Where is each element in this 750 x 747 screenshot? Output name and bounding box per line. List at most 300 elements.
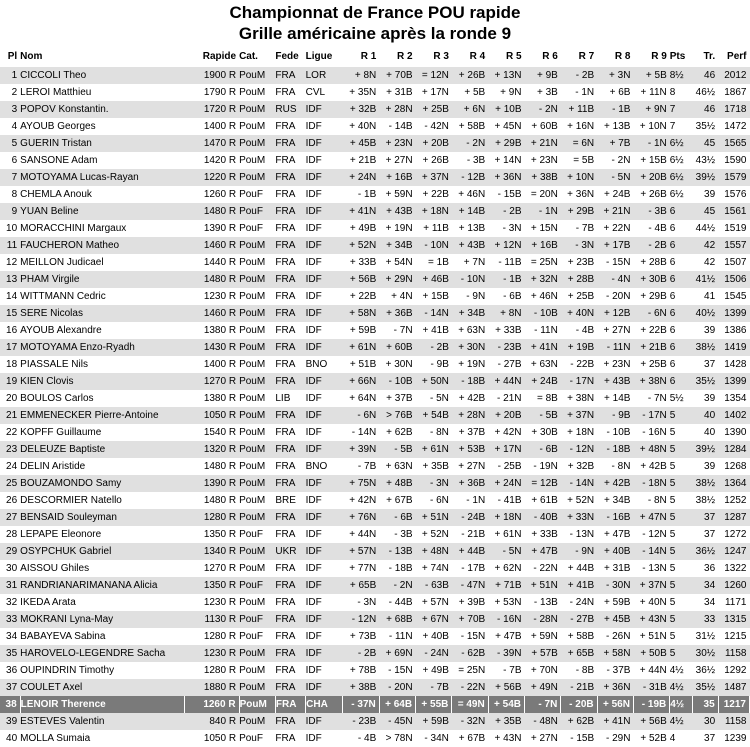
- cell-round-2: - 5B: [394, 444, 413, 455]
- cell-rating: 1270 R: [203, 563, 237, 574]
- cell-round-5: + 62N: [494, 563, 522, 574]
- cell-points: 5: [669, 563, 676, 574]
- cell-rating: 1540 R: [203, 427, 237, 438]
- cell-place: 13: [6, 274, 18, 285]
- cell-name: MOTOYAMA Lucas-Rayan: [20, 172, 139, 183]
- cell-name: ESTEVES Valentin: [20, 716, 105, 727]
- cell-rating: 1350 R: [203, 580, 237, 591]
- cell-performance: 1507: [724, 257, 747, 268]
- cell-round-8: - 10B: [606, 427, 631, 438]
- cell-performance: 1247: [724, 546, 747, 557]
- cell-round-6: - 28N: [533, 614, 558, 625]
- cell-federation: FRA: [275, 138, 296, 149]
- standings-body: [0, 67, 750, 747]
- table-row: [0, 543, 750, 560]
- cell-points: 4½: [669, 665, 684, 676]
- cell-league: IDF: [305, 393, 322, 404]
- cell-rating: 1130 R: [204, 614, 237, 625]
- cell-name: OSYPCHUK Gabriel: [20, 546, 112, 557]
- cell-round-2: + 60B: [386, 342, 413, 353]
- cell-round-1: + 78B: [349, 665, 377, 676]
- cell-category: PouM: [239, 274, 266, 285]
- cell-round-4: + 53B: [458, 444, 486, 455]
- cell-category: PouF: [239, 529, 263, 540]
- cell-round-9: - 14N: [642, 546, 667, 557]
- table-row: [0, 696, 750, 713]
- cell-round-1: + 40N: [349, 121, 377, 132]
- cell-round-8: - 2N: [611, 155, 631, 166]
- cell-round-5: + 36N: [494, 172, 522, 183]
- column-header-rating: Rapide: [202, 51, 237, 62]
- cell-round-6: + 15N: [530, 223, 558, 234]
- cell-points: 5: [669, 444, 676, 455]
- cell-round-5: - 11B: [498, 257, 522, 268]
- cell-round-4: + 13B: [458, 223, 486, 234]
- cell-round-3: - 8N: [429, 427, 449, 438]
- cell-round-8: - 1B: [612, 104, 631, 115]
- cell-round-4: + 70B: [458, 614, 486, 625]
- cell-round-2: + 34B: [386, 240, 413, 251]
- cell-category: PouM: [239, 87, 266, 98]
- cell-round-9: + 15B: [640, 155, 667, 166]
- cell-points: 7: [669, 104, 676, 115]
- cell-round-2: + 36B: [386, 308, 413, 319]
- cell-round-9: + 38N: [639, 376, 667, 387]
- cell-federation: FRA: [275, 614, 296, 625]
- cell-rating: 1230 R: [203, 597, 237, 608]
- cell-round-4: + 44B: [458, 546, 486, 557]
- cell-federation: FRA: [275, 580, 296, 591]
- cell-round-9: + 56B: [640, 716, 667, 727]
- cell-round-3: + 46B: [422, 274, 449, 285]
- cell-name: AISSOU Ghiles: [20, 563, 90, 574]
- cell-performance: 1579: [724, 172, 747, 183]
- cell-round-8: + 22N: [603, 223, 631, 234]
- cell-round-8: - 4N: [611, 274, 631, 285]
- cell-performance: 1287: [724, 512, 747, 523]
- cell-tiebreak: 42: [704, 240, 716, 251]
- cell-round-9: + 28B: [640, 257, 667, 268]
- cell-category: PouM: [239, 597, 266, 608]
- cell-points: 5: [669, 427, 676, 438]
- cell-round-6: = 12B: [531, 478, 558, 489]
- cell-round-3: + 67N: [421, 614, 449, 625]
- cell-round-1: + 39N: [349, 444, 377, 455]
- cell-performance: 1402: [724, 410, 747, 421]
- cell-round-4: + 34B: [458, 308, 486, 319]
- cell-round-8: + 42B: [604, 478, 631, 489]
- cell-points: 5: [669, 461, 676, 472]
- cell-league: IDF: [305, 223, 322, 234]
- cell-round-7: - 3N: [575, 240, 595, 251]
- cell-round-6: + 46N: [530, 291, 558, 302]
- cell-round-8: + 31B: [604, 563, 631, 574]
- cell-category: PouM: [239, 716, 266, 727]
- cell-federation: FRA: [275, 444, 296, 455]
- cell-round-4: - 32N: [460, 716, 486, 727]
- cell-federation: LIB: [275, 393, 291, 404]
- cell-round-9: - 1N: [647, 138, 667, 149]
- cell-name: COULET Axel: [20, 682, 83, 693]
- cell-league: IDF: [305, 478, 322, 489]
- cell-round-5: + 10B: [495, 104, 522, 115]
- cell-round-8: + 12B: [604, 308, 631, 319]
- table-row: [0, 237, 750, 254]
- cell-round-3: - 7B: [430, 682, 449, 693]
- page-title: Championnat de France POU rapide: [229, 3, 521, 22]
- cell-round-8: + 36N: [603, 682, 631, 693]
- cell-round-9: + 5B: [645, 70, 667, 81]
- cell-round-1: + 22B: [349, 291, 377, 302]
- column-header-round-4: R 4: [469, 51, 486, 62]
- cell-round-2: + 43B: [386, 206, 413, 217]
- cell-round-1: - 3N: [357, 597, 377, 608]
- cell-points: 5: [669, 529, 676, 540]
- cell-points: 5: [669, 495, 676, 506]
- cell-round-3: + 52N: [421, 529, 449, 540]
- cell-tiebreak: 35: [693, 696, 718, 713]
- cell-points: 5: [669, 512, 676, 523]
- column-header-round-7: R 7: [578, 51, 595, 62]
- cell-place: 34: [6, 631, 18, 642]
- cell-round-1: - 37N: [343, 696, 379, 713]
- table-row: [0, 220, 750, 237]
- cell-round-6: + 9B: [536, 70, 558, 81]
- cell-round-5: - 2B: [503, 206, 522, 217]
- column-header-name: Nom: [20, 51, 43, 62]
- cell-round-3: - 2B: [430, 342, 449, 353]
- cell-federation: FRA: [275, 274, 296, 285]
- cell-round-6: + 3B: [536, 87, 558, 98]
- cell-round-9: + 48N: [639, 444, 667, 455]
- cell-category: PouF: [239, 733, 263, 744]
- cell-round-8: + 6B: [609, 87, 631, 98]
- cell-round-7: - 7B: [575, 223, 595, 234]
- cell-federation: FRA: [275, 631, 296, 642]
- table-row: [0, 730, 750, 747]
- cell-league: IDF: [305, 155, 322, 166]
- cell-round-2: + 62B: [386, 427, 413, 438]
- cell-points: 7: [669, 121, 676, 132]
- table-row: [0, 203, 750, 220]
- cell-round-1: + 77N: [349, 563, 377, 574]
- cell-points: 6: [669, 376, 676, 387]
- cell-category: PouM: [239, 546, 266, 557]
- cell-league: IDF: [305, 274, 322, 285]
- cell-place: 30: [6, 563, 18, 574]
- cell-place: 39: [6, 716, 18, 727]
- cell-category: PouM: [239, 665, 266, 676]
- cell-tiebreak: 30: [704, 716, 716, 727]
- cell-category: PouM: [239, 682, 266, 693]
- cell-round-8: + 14B: [604, 393, 631, 404]
- cell-points: 4½: [669, 716, 684, 727]
- cell-tiebreak: 30½: [695, 648, 716, 659]
- cell-place: 5: [11, 138, 18, 149]
- column-header-round-6: R 6: [542, 51, 558, 62]
- cell-round-6: + 16B: [531, 240, 558, 251]
- cell-category: PouM: [239, 138, 266, 149]
- table-row: [0, 67, 750, 84]
- cell-round-6: - 5B: [539, 410, 558, 421]
- cell-round-7: + 19B: [567, 342, 595, 353]
- cell-round-7: - 4B: [575, 325, 595, 336]
- cell-name: DELIN Aristide: [20, 461, 86, 472]
- cell-round-2: + 69N: [385, 648, 413, 659]
- cell-points: 6: [669, 342, 676, 353]
- cell-rating: 1480 R: [203, 495, 237, 506]
- cell-name: KOPFF Guillaume: [20, 427, 102, 438]
- table-row: [0, 390, 750, 407]
- cell-name: AYOUB Georges: [20, 121, 96, 132]
- cell-place: 7: [11, 172, 18, 183]
- cell-round-5: - 3N: [502, 223, 522, 234]
- cell-round-6: - 1N: [538, 206, 558, 217]
- cell-round-6: + 49N: [530, 682, 558, 693]
- cell-round-6: - 40B: [533, 512, 558, 523]
- cell-round-8: + 27N: [603, 325, 631, 336]
- cell-name: BOUZAMONDO Samy: [20, 478, 122, 489]
- cell-federation: UKR: [275, 546, 297, 557]
- cell-category: PouM: [239, 478, 266, 489]
- cell-round-1: + 64N: [349, 393, 377, 404]
- cell-round-8: - 11N: [606, 342, 631, 353]
- cell-round-7: - 2B: [575, 70, 595, 81]
- cell-league: IDF: [305, 682, 322, 693]
- cell-round-7: = 6N: [572, 138, 595, 149]
- cell-rating: 1270 R: [203, 376, 237, 387]
- cell-place: 37: [6, 682, 18, 693]
- table-row: [0, 594, 750, 611]
- table-row: [0, 135, 750, 152]
- cell-round-2: > 76B: [386, 410, 413, 421]
- column-header-points: Pts: [669, 51, 686, 62]
- cell-name: SANSONE Adam: [20, 155, 98, 166]
- cell-round-3: + 37N: [421, 172, 449, 183]
- cell-round-8: + 47B: [604, 529, 631, 540]
- cell-round-1: + 51B: [349, 359, 377, 370]
- table-row: [0, 339, 750, 356]
- cell-league: IDF: [305, 614, 322, 625]
- cell-points: 6½: [669, 138, 684, 149]
- cell-round-5: + 42N: [494, 427, 522, 438]
- cell-name: AYOUB Alexandre: [20, 325, 102, 336]
- cell-category: PouM: [239, 172, 266, 183]
- cell-points: 5: [669, 597, 676, 608]
- cell-league: IDF: [305, 410, 322, 421]
- cell-round-5: + 56B: [495, 682, 522, 693]
- cell-federation: FRA: [275, 240, 296, 251]
- cell-tiebreak: 40: [704, 410, 716, 421]
- cell-category: PouM: [239, 121, 266, 132]
- cell-place: 21: [6, 410, 18, 421]
- cell-round-4: - 9N: [466, 291, 486, 302]
- cell-round-8: - 20N: [605, 291, 631, 302]
- cell-category: PouF: [239, 206, 263, 217]
- cell-round-9: + 11N: [640, 87, 667, 98]
- cell-rating: 1350 R: [203, 529, 237, 540]
- cell-place: 10: [6, 223, 18, 234]
- cell-round-3: + 17N: [421, 87, 449, 98]
- cell-round-8: - 30N: [605, 580, 631, 591]
- cell-round-3: + 35B: [422, 461, 449, 472]
- cell-federation: FRA: [275, 410, 296, 421]
- cell-tiebreak: 37: [704, 529, 716, 540]
- cell-performance: 1428: [724, 359, 747, 370]
- column-header-round-2: R 2: [397, 51, 413, 62]
- cell-round-6: = 8B: [536, 393, 558, 404]
- cell-round-3: + 25B: [422, 104, 449, 115]
- cell-round-8: + 7B: [609, 138, 631, 149]
- cell-points: 6½: [669, 172, 684, 183]
- cell-round-3: - 9B: [430, 359, 449, 370]
- cell-tiebreak: 45: [704, 138, 716, 149]
- cell-federation: FRA: [275, 597, 296, 608]
- cell-category: PouM: [239, 410, 266, 421]
- cell-tiebreak: 39: [704, 189, 716, 200]
- table-row: [0, 662, 750, 679]
- cell-performance: 1217: [718, 696, 749, 713]
- cell-round-8: + 17B: [604, 240, 631, 251]
- cell-name: LEROI Matthieu: [20, 87, 92, 98]
- cell-round-9: - 19B: [633, 696, 669, 713]
- cell-round-4: - 2N: [466, 138, 486, 149]
- cell-round-1: + 45B: [349, 138, 377, 149]
- cell-round-2: - 3B: [394, 529, 413, 540]
- cell-name: LEPAPE Eleonore: [20, 529, 102, 540]
- cell-performance: 1322: [724, 563, 747, 574]
- cell-points: 5: [669, 580, 676, 591]
- cell-round-7: - 12N: [569, 444, 595, 455]
- cell-round-9: + 30B: [640, 274, 667, 285]
- cell-round-6: - 13B: [533, 597, 558, 608]
- cell-round-6: = 25N: [530, 257, 558, 268]
- cell-round-5: + 33B: [495, 325, 522, 336]
- cell-round-7: + 11B: [568, 104, 595, 115]
- cell-league: IDF: [305, 716, 322, 727]
- cell-place: 1: [11, 70, 18, 81]
- cell-round-2: - 44B: [388, 597, 413, 608]
- cell-round-9: + 40N: [639, 597, 667, 608]
- cell-round-6: + 32N: [530, 274, 558, 285]
- cell-round-7: + 36N: [567, 189, 595, 200]
- cell-round-6: + 23N: [530, 155, 558, 166]
- cell-round-2: + 16B: [386, 172, 413, 183]
- cell-rating: 1050 R: [203, 733, 237, 744]
- cell-tiebreak: 46: [704, 104, 716, 115]
- cell-tiebreak: 39: [704, 325, 716, 336]
- cell-round-4: + 58B: [458, 121, 486, 132]
- cell-place: 19: [6, 376, 18, 387]
- table-row: [0, 169, 750, 186]
- cell-name: LENOIR Therence: [20, 696, 184, 713]
- cell-round-9: - 13N: [642, 563, 667, 574]
- table-row: [0, 322, 750, 339]
- cell-round-4: + 42B: [458, 393, 486, 404]
- cell-points: 5: [669, 614, 676, 625]
- cell-federation: FRA: [275, 696, 305, 713]
- cell-round-7: + 52N: [567, 495, 595, 506]
- cell-place: 18: [6, 359, 18, 370]
- cell-round-4: + 46N: [458, 189, 486, 200]
- cell-category: PouM: [239, 291, 266, 302]
- cell-round-5: + 43N: [494, 733, 522, 744]
- cell-category: PouM: [239, 342, 266, 353]
- cell-round-4: - 17B: [461, 563, 486, 574]
- cell-round-7: + 40N: [567, 308, 595, 319]
- cell-round-6: - 7N: [525, 696, 561, 713]
- cell-round-4: = 25N: [458, 665, 486, 676]
- cell-round-9: + 44N: [639, 665, 667, 676]
- cell-round-4: - 18B: [461, 376, 486, 387]
- cell-performance: 1576: [724, 189, 747, 200]
- cell-round-6: - 48N: [533, 716, 558, 727]
- cell-tiebreak: 40½: [695, 308, 716, 319]
- table-row: [0, 424, 750, 441]
- cell-round-4: + 37B: [458, 427, 486, 438]
- cell-round-1: - 12N: [351, 614, 377, 625]
- cell-round-5: - 27B: [497, 359, 522, 370]
- cell-round-7: - 22B: [570, 359, 595, 370]
- cell-federation: FRA: [275, 529, 296, 540]
- cell-name: KIEN Clovis: [20, 376, 74, 387]
- cell-round-6: - 11N: [534, 325, 558, 336]
- cell-round-5: + 20B: [495, 410, 522, 421]
- cell-place: 24: [6, 461, 18, 472]
- cell-round-1: + 38B: [349, 682, 377, 693]
- cell-federation: FRA: [275, 376, 296, 387]
- cell-round-6: - 2N: [538, 104, 558, 115]
- cell-tiebreak: 34: [704, 580, 716, 591]
- column-header-place: Pl: [7, 51, 18, 62]
- cell-performance: 1506: [724, 274, 747, 285]
- cell-round-2: + 28N: [385, 104, 413, 115]
- cell-round-2: - 20N: [388, 682, 413, 693]
- cell-performance: 1215: [724, 631, 747, 642]
- cell-tiebreak: 37: [704, 359, 716, 370]
- table-row: [0, 101, 750, 118]
- cell-tiebreak: 39½: [695, 444, 716, 455]
- cell-round-1: + 66N: [349, 376, 377, 387]
- cell-name: YUAN Beline: [20, 206, 79, 217]
- cell-round-7: - 9N: [575, 546, 595, 557]
- cell-round-5: - 21N: [497, 393, 522, 404]
- cell-round-3: + 54B: [422, 410, 449, 421]
- cell-round-3: - 63B: [424, 580, 449, 591]
- cell-round-6: + 60B: [531, 121, 558, 132]
- cell-round-8: - 18B: [606, 444, 631, 455]
- cell-category: PouM: [239, 359, 266, 370]
- cell-round-7: - 20B: [561, 696, 597, 713]
- column-header-performance: Perf: [727, 51, 747, 62]
- cell-round-8: + 21N: [603, 206, 631, 217]
- cell-category: PouM: [239, 376, 266, 387]
- cell-round-7: + 18N: [567, 427, 595, 438]
- column-header-round-5: R 5: [505, 51, 522, 62]
- cell-federation: FRA: [275, 563, 296, 574]
- cell-round-1: + 58N: [349, 308, 377, 319]
- column-header-round-8: R 8: [614, 51, 631, 62]
- cell-round-6: - 19N: [533, 461, 558, 472]
- cell-league: IDF: [305, 512, 322, 523]
- cell-round-2: - 2N: [393, 580, 413, 591]
- table-row: [0, 186, 750, 203]
- cell-league: IDF: [305, 189, 322, 200]
- cell-round-9: - 12N: [642, 529, 667, 540]
- cell-performance: 1472: [724, 121, 747, 132]
- cell-round-2: + 64B: [379, 696, 415, 713]
- cell-round-7: - 13N: [569, 529, 595, 540]
